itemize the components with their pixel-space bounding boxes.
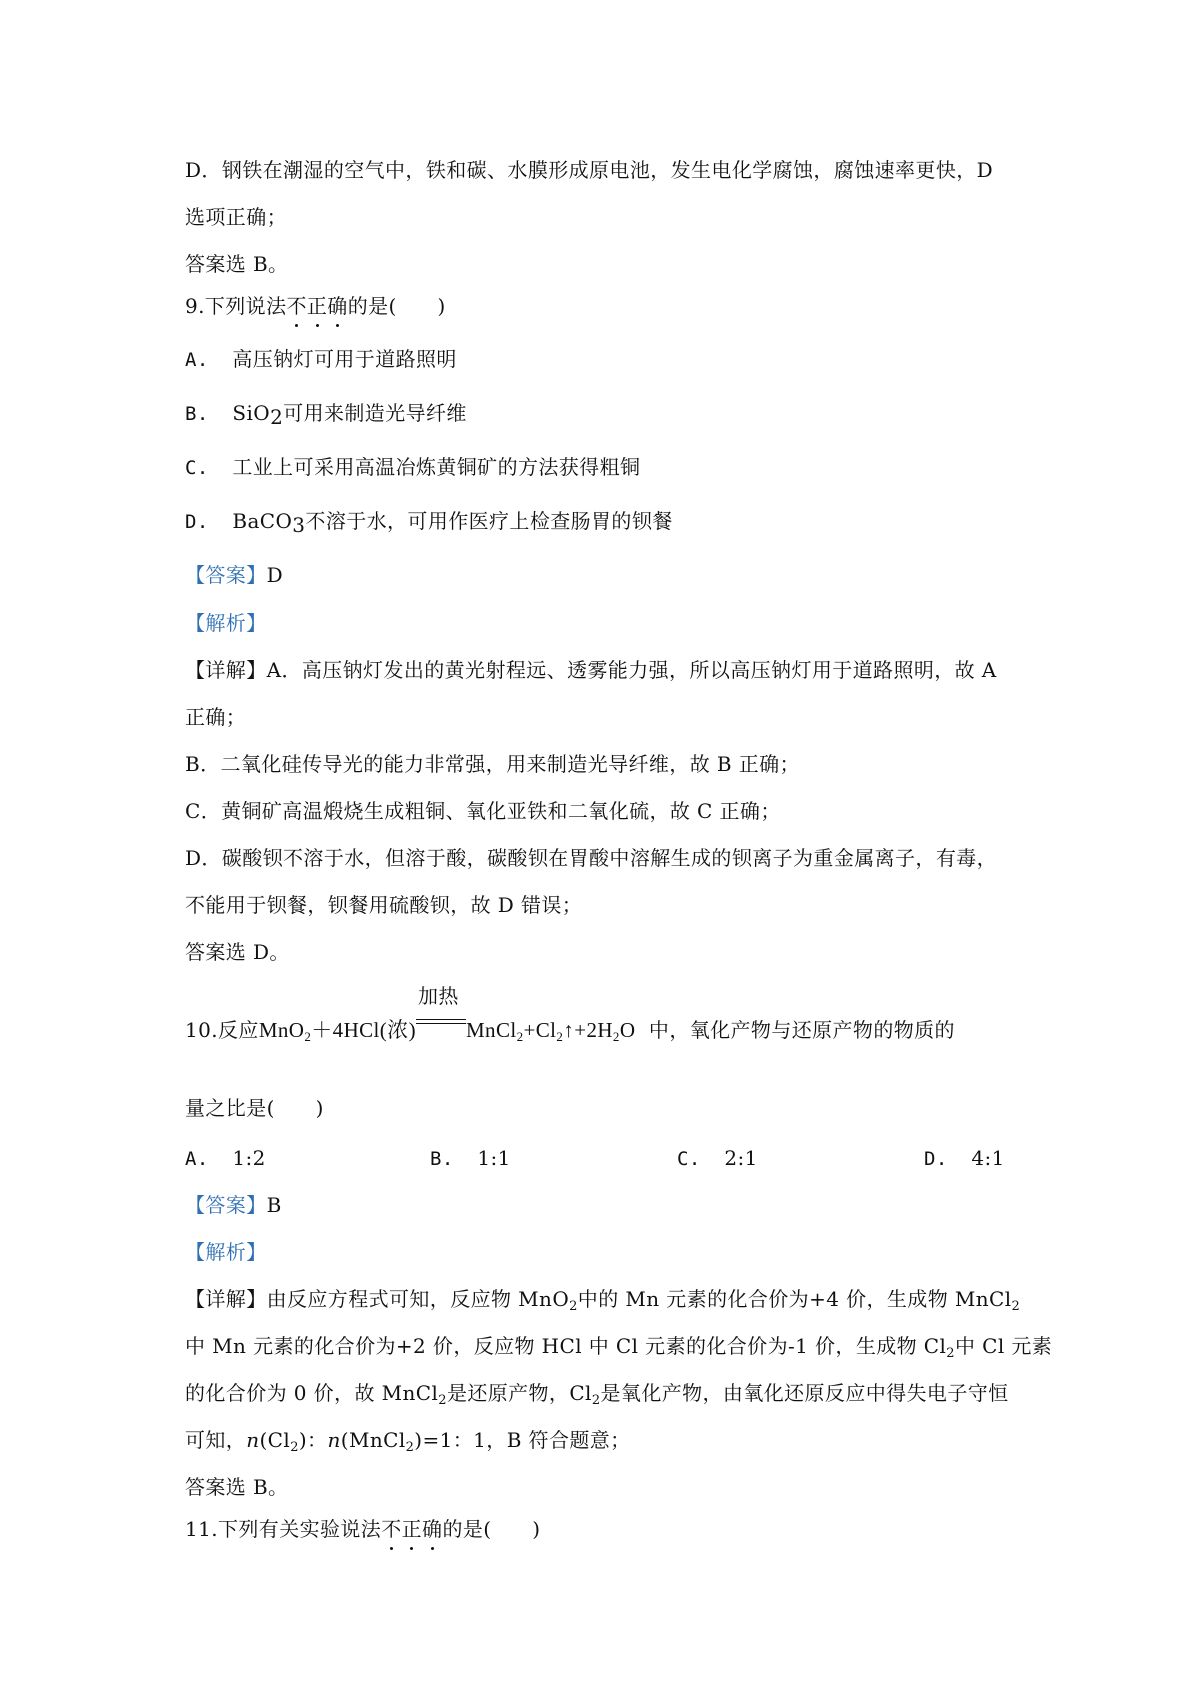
q9-option-b-formula: SiO <box>232 401 271 425</box>
q8-answer: 答案选 B。 <box>185 252 289 276</box>
q10-detail-l3-sub-1: 2 <box>438 1393 447 1408</box>
q10-gas-arrow-icon: ↑ <box>563 1018 575 1042</box>
q9-stem <box>185 292 446 320</box>
q10-answer-value: B <box>266 1193 282 1217</box>
q11-stem-suffix: 的是( ) <box>442 1517 541 1541</box>
q9-analysis-label: 【解析】 <box>185 611 267 635</box>
q10-detail-l4-part-e: )=1：1，B 符合题意； <box>414 1428 631 1452</box>
q10-reaction-arrow <box>416 986 466 1037</box>
q9-option-b <box>185 399 467 431</box>
q10-option-a-letter: A. <box>185 1148 209 1170</box>
q9-option-d-letter: D. <box>185 511 209 533</box>
q10-answer-conclusion: 答案选 B。 <box>185 1475 289 1499</box>
q9-option-c-letter: C. <box>185 457 209 479</box>
q10-option-c-letter: C. <box>677 1148 701 1170</box>
q11-emphasis-char-2: 正 <box>401 1517 423 1541</box>
q10-reaction-condition: 加热 <box>417 986 459 1008</box>
q9-answer <box>185 561 283 589</box>
q10-detail-l3-part-a: 的化合价为 0 价，故 MnCl <box>185 1381 439 1405</box>
q10-product-mncl2-subscript: 2 <box>516 1029 524 1044</box>
q9-option-c <box>185 453 640 482</box>
q9-option-d <box>185 507 673 539</box>
q11-emphasis-char-3: 确 <box>422 1517 443 1541</box>
q9-option-b-text: 可用来制造光导纤维 <box>283 401 467 425</box>
q9-option-d-formula: BaCO <box>232 509 293 533</box>
q9-option-d-text: 不溶于水，可用作医疗上检查肠胃的钡餐 <box>305 509 673 533</box>
q11-emphasis-char-1: 不 <box>381 1517 402 1541</box>
q10-option-b <box>430 1144 511 1173</box>
q10-detail-l4-part-a: 可知， <box>185 1428 247 1452</box>
q10-detail-l2-part-b: 中 Cl 元素 <box>954 1334 1053 1358</box>
q9-option-c-text: 工业上可采用高温冶炼黄铜矿的方法获得粗铜 <box>232 455 641 479</box>
q9-answer-conclusion: 答案选 D。 <box>185 940 290 964</box>
q9-option-b-letter: B. <box>185 403 209 425</box>
q10-option-b-text: 1:1 <box>477 1146 511 1170</box>
q10-stem-prefix: 10.反应 <box>185 1018 259 1042</box>
q10-product-h2o-subscript: 2 <box>612 1029 620 1044</box>
q9-option-a-text: 高压钠灯可用于道路照明 <box>232 347 457 371</box>
q10-option-d <box>924 1144 1005 1173</box>
q10-detail-l4-italic-n-2: n <box>327 1428 341 1452</box>
q10-detail-l2-part-a: 中 Mn 元素的化合价为+2 价，反应物 HCl 中 Cl 元素的化合价为-1 价，生成物 Cl <box>185 1334 947 1358</box>
q10-options-row <box>185 1144 1015 1172</box>
q9-emphasis-char-2: 正 <box>306 294 328 318</box>
q10-analysis-label: 【解析】 <box>185 1240 267 1264</box>
q11-stem-prefix: 11.下列有关实验说法 <box>185 1517 382 1541</box>
q9-emphasis-char-1: 不 <box>286 294 307 318</box>
q10-detail-line3 <box>185 1379 1009 1415</box>
q9-emphasis-char-3: 确 <box>327 294 348 318</box>
q9-detail-line2: 正确； <box>185 705 247 729</box>
q10-option-b-letter: B. <box>430 1148 454 1170</box>
q10-reactant-hcl: ＋4HCl(浓) <box>311 1018 416 1042</box>
q10-stem-line2: 量之比是( ) <box>185 1096 324 1120</box>
q10-detail-l1-part-a: 由反应方程式可知，反应物 MnO <box>266 1287 570 1311</box>
q10-detail-l2-sub-1: 2 <box>946 1346 955 1361</box>
q8-option-d-explanation-line2: 选项正确； <box>185 205 287 229</box>
q9-detail-line5: D．碳酸钡不溶于水，但溶于酸，碳酸钡在胃酸中溶解生成的钡离子为重金属离子，有毒， <box>185 846 998 870</box>
q9-detail-line6: 不能用于钡餐，钡餐用硫酸钡，故 D 错误； <box>185 893 583 917</box>
q9-answer-label: 【答案】 <box>185 563 267 587</box>
q9-detail-line4: C．黄铜矿高温煅烧生成粗铜、氧化亚铁和二氧化硫，故 C 正确； <box>185 799 781 823</box>
q10-detail-l4-sub-2: 2 <box>405 1440 415 1455</box>
q8-option-d-explanation-line1: D．钢铁在潮湿的空气中，铁和碳、水膜形成原电池，发生电化学腐蚀，腐蚀速率更快，D <box>185 158 994 182</box>
q11-stem <box>185 1515 540 1543</box>
q10-detail-l4-part-c: )： <box>298 1428 328 1452</box>
q10-detail-l3-part-c: 是氧化产物，由氧化还原反应中得失电子守恒 <box>600 1381 1009 1405</box>
q9-option-b-formula-subscript: 2 <box>270 405 284 429</box>
q10-product-mncl2: MnCl <box>465 1018 517 1042</box>
q10-detail-line2 <box>185 1332 1052 1368</box>
q9-stem-suffix: 的是( ) <box>347 294 446 318</box>
q10-detail-l3-sub-2: 2 <box>591 1393 601 1408</box>
q10-detail-l1-part-b: 中的 Mn 元素的化合价为+4 价，生成物 MnCl <box>577 1287 1012 1311</box>
q10-option-c-text: 2:1 <box>724 1146 758 1170</box>
q10-detail-line4 <box>185 1426 631 1462</box>
q10-detail-line1 <box>185 1285 1020 1321</box>
q9-option-a-letter: A. <box>185 349 209 371</box>
q10-reactant-mno2-subscript: 2 <box>304 1029 312 1044</box>
q10-product-cl2: +Cl <box>523 1018 557 1042</box>
q10-detail-l4-part-b: (Cl <box>259 1428 291 1452</box>
q10-option-a-text: 1:2 <box>232 1146 266 1170</box>
q9-detail-label: 【详解】 <box>185 658 267 682</box>
q10-option-a <box>185 1144 266 1173</box>
q10-product-h2o-tail: O <box>619 1018 636 1042</box>
q9-option-a <box>185 345 457 374</box>
q10-detail-l4-italic-n-1: n <box>246 1428 260 1452</box>
q10-detail-l1-sub-2: 2 <box>1011 1299 1021 1314</box>
q10-equals-sign-icon <box>416 1019 466 1020</box>
q9-stem-prefix: 9.下列说法 <box>185 294 287 318</box>
q9-detail-text-1: A．高压钠灯发出的黄光射程远、透雾能力强，所以高压钠灯用于道路照明，故 A <box>266 658 997 682</box>
q10-detail-l3-part-b: 是还原产物，Cl <box>446 1381 592 1405</box>
q10-detail-l4-part-d: (MnCl <box>340 1428 406 1452</box>
q10-detail-l1-sub-1: 2 <box>569 1299 578 1314</box>
q9-detail-line3: B．二氧化硅传导光的能力非常强，用来制造光导纤维，故 B 正确； <box>185 752 800 776</box>
q10-product-h2o: +2H <box>574 1018 613 1042</box>
q10-detail-l4-sub-1: 2 <box>290 1440 299 1455</box>
q10-stem-suffix: 中，氧化产物与还原产物的物质的 <box>648 1018 955 1042</box>
q10-option-d-letter: D. <box>924 1148 948 1170</box>
q9-detail-line1 <box>185 656 997 684</box>
q10-detail-label: 【详解】 <box>185 1287 267 1311</box>
q10-product-cl2-subscript: 2 <box>556 1029 564 1044</box>
q10-stem-line1 <box>185 986 955 1051</box>
q10-option-d-text: 4:1 <box>971 1146 1005 1170</box>
q9-answer-value: D <box>266 563 284 587</box>
q10-option-c <box>677 1144 758 1173</box>
q9-option-d-formula-subscript: 3 <box>292 513 306 537</box>
q10-reaction-equation <box>258 986 636 1044</box>
q10-answer <box>185 1191 282 1219</box>
q10-answer-label: 【答案】 <box>185 1193 267 1217</box>
q10-reactant-mno2: MnO <box>258 1018 305 1042</box>
